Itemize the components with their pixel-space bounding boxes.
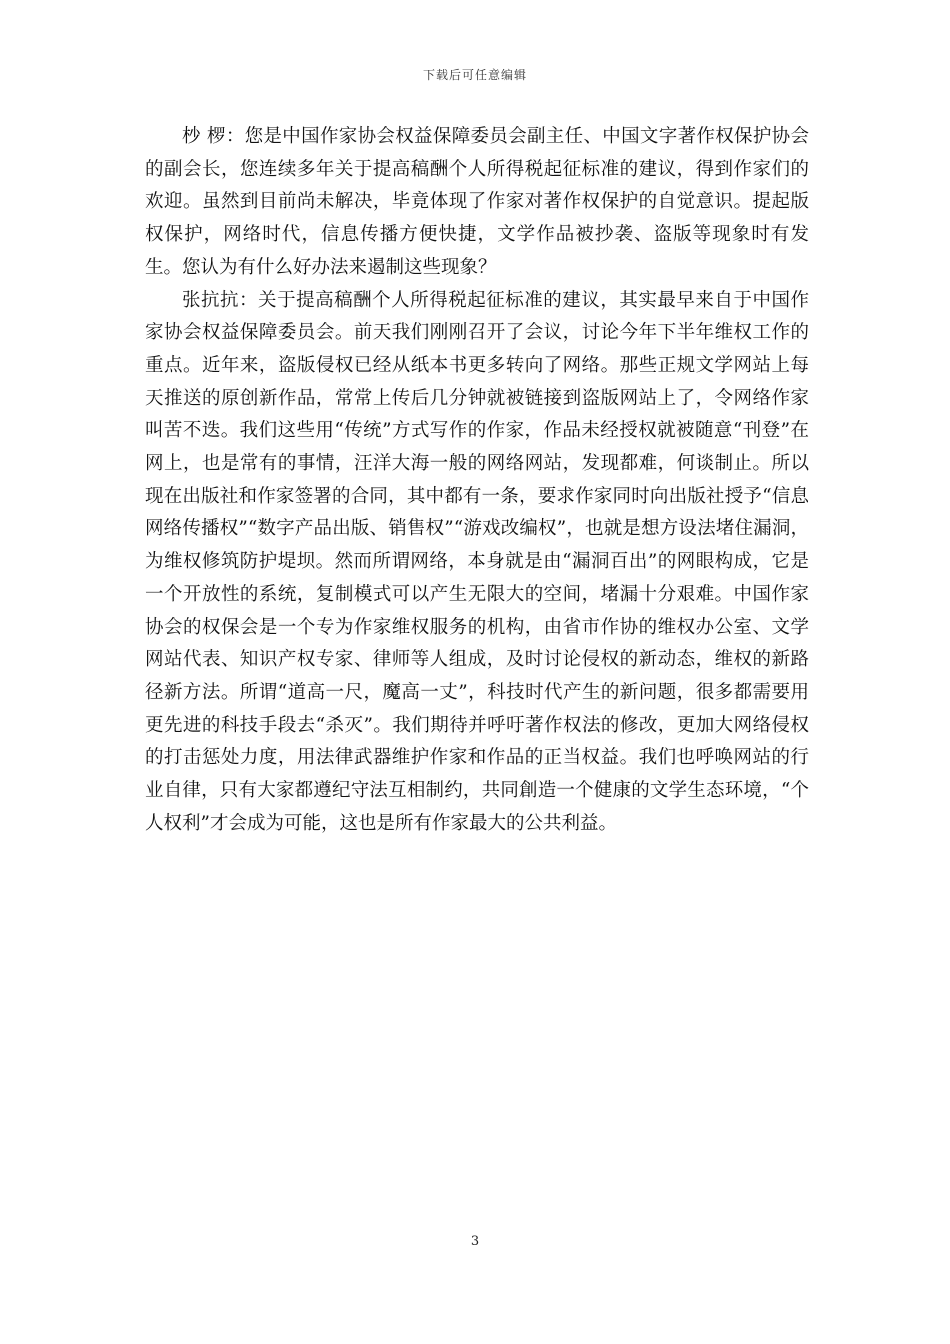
page-number: 3: [470, 1234, 480, 1249]
document-body: [145, 121, 809, 840]
page-header: 下载后可任意编辑: [422, 68, 527, 82]
paragraph-question: 杪 椤：您是中国作家协会权益保障委员会副主任、中国文字著作权保护协会的副会长，您连续多年关于提高稿酬个人所得税起征标准的建议，得到作家们的欢迎。虽然到目前尚未解决，毕竟体现了作家对著作权保护的自觉意识。提起版权保护，网络时代，信息传播方便快捷，文学作品被抄袭、盗版等现象时有发生。您认为有什么好办法来遏制这些现象？: [145, 126, 809, 278]
paragraph-answer: 张抗抗：关于提高稿酬个人所得税起征标准的建议，其实最早来自于中国作家协会权益保障委员会。前天我们刚刚召开了会议，讨论今年下半年维权工作的重点。近年来，盗版侵权已经从纸本书更多转向了网络。那些正规文学网站上每天推送的原创新作品，常常上传后几分钟就被链接到盗版网站上了，令网络作家叫苦不迭。我们这些用“传统”方式写作的作家，作品未经授权就被随意“刊登”在网上，也是常有的事情，汪洋大海一般的网络网站，发现都难，何谈制止。所以现在出版社和作家签署的合同，其中都有一条，要求作家同时向出版社授予“信息网络传播权”“数字产品出版、销售权”“游戏改编权”，也就是想方设法堵住漏洞，为维权修筑防护堤坝。然而所谓网络，本身就是由“漏洞百出”的网眼构成，它是一个开放性的系统，复制模式可以产生无限大的空间，堵漏十分艰难。中国作家协会的权保会是一个专为作家维权服务的机构，由省市作协的维权办公室、文学网站代表、知识产权专家、律师等人组成，及时讨论侵权的新动态，维权的新路径新方法。所谓“道高一尺，魔高一丈”，科技时代产生的新问题，很多都需要用更先进的科技手段去“杀灭”。我们期待并呼吁著作权法的修改，更加大网络侵权的打击惩处力度，用法律武器维护作家和作品的正当权益。我们也呼唤网站的行业自律，只有大家都遵纪守法互相制约，共同創造一个健康的文学生态环境，“个人权利”才会成为可能，这也是所有作家最大的公共利益。: [145, 289, 809, 834]
